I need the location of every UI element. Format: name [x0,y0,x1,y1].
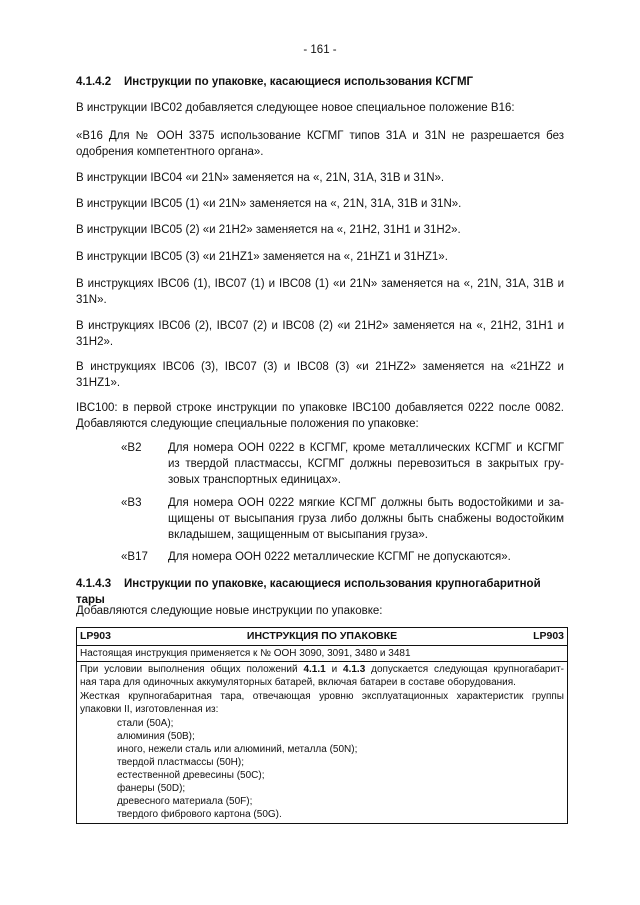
material-item: стали (50A); [117,718,174,729]
text-run: и [325,664,344,675]
paragraph-line: 31HZ1». [76,377,121,389]
provision-line: Для номера ООН 0222 мягкие КСГМГ должны быть водостойкими и за- [168,497,564,509]
paragraph-line: «B16 Для № ООН 3375 использование КСГМГ типов 31А и 31N не разрешается без [76,130,564,142]
paragraph [76,359,564,391]
paragraph-line: 31H2». [76,336,114,348]
material-item: фанеры (50D); [117,783,186,794]
section-title: Инструкции по упаковке, касающиеся использования КСГМГ [124,76,474,88]
text-run: При условии выполнения общих положений [80,664,304,675]
table-header-row [77,628,567,646]
table-row-conditions [77,662,567,823]
paragraph-b16 [76,128,564,160]
provision-code: «B2 [121,442,142,454]
paragraph-line: Добавляются следующие специальные положения по упаковке: [76,418,419,430]
paragraph-line: В инструкциях IBC06 (2), IBC07 (2) и IBC08 (2) «и 21H2» заменяется на «, 21H2, 31H1 и [76,320,564,332]
page-number: - 161 - [303,44,337,56]
provision-line: зовых транспортных единицах». [168,474,341,486]
material-item: твердого фибрового картона (50G). [117,809,282,820]
paragraph-line: В инструкциях IBC06 (3), IBC07 (3) и IBC08 (3) «и 21HZ2» заменяется на «21HZ2 и [76,361,564,373]
paragraph: Добавляются следующие новые инструкции по упаковке: [76,605,383,617]
paragraph-line: В инструкциях IBC06 (1), IBC07 (1) и IBC08 (1) «и 21N» заменяется на «, 21N, 31A, 31B и [76,278,564,290]
materials-list [77,716,567,823]
rigid-line: Жесткая крупногабаритная тара, отвечающая уровню эксплуатационных характеристик группы [80,691,564,702]
material-item: иного, нежели сталь или алюминий, металла (50N); [117,744,358,755]
instruction-code-left: LP903 [80,630,111,642]
paragraph: В инструкции IBC04 «и 21N» заменяется на «, 21N, 31A, 31B и 31N». [76,172,445,184]
section-title: Инструкции по упаковке, касающиеся использования крупногабаритной тары [76,578,541,606]
paragraph [76,318,564,350]
provision-line: из твердой пластмассы, КСГМГ должны перевозиться в закрытых гру- [168,458,564,470]
material-item: естественной древесины (50C); [117,770,265,781]
paragraph: В инструкции IBC05 (2) «и 21H2» заменяется на «, 21H2, 31H1 и 31H2». [76,224,461,236]
text-run-bold: 4.1.3 [343,664,366,675]
provision-code: «B17 [121,551,148,563]
table-row-applicability: Настоящая инструкция применяется к № ООН 3090, 3091, 3480 и 3481 [77,646,567,662]
provision-b17 [121,549,564,565]
provision-b3 [121,495,564,543]
conditions-line [80,663,564,676]
rigid-packaging-block [77,689,567,716]
paragraph-ibc100 [76,400,564,432]
section-number: 4.1.4.2 [76,76,112,88]
provision-line: Для номера ООН 0222 в КСГМГ, кроме металлических КСГМГ и КСГМГ [168,442,564,454]
text-run-bold: 4.1.1 [303,664,326,675]
paragraph [76,276,564,308]
conditions-line: ная тара для одиночных аккумуляторных батарей, включая батареи в составе оборудования. [80,677,516,688]
section-number: 4.1.4.3 [76,578,112,590]
conditions-block [77,662,567,689]
text-run: допускается следующая крупногабарит- [365,664,564,675]
provision-code: «B3 [121,497,142,509]
instruction-code-right: LP903 [533,630,564,642]
paragraph-line: IBC100: в первой строке инструкции по упаковке IBC100 добавляется 0222 после 0082. [76,402,564,414]
paragraph: В инструкции IBC05 (1) «и 21N» заменяется на «, 21N, 31A, 31B и 31N». [76,198,462,210]
packing-instruction-table [76,627,568,824]
provision-line: вкладышем, защищенным от высыпания груза». [168,529,428,541]
material-item: древесного материала (50F); [117,796,253,807]
paragraph: В инструкции IBC05 (3) «и 21HZ1» заменяется на «, 21HZ1 и 31HZ1». [76,251,448,263]
provision-line: щищены от высыпания груза либо должны быть снабжены водостойким [168,513,564,525]
provision-line: Для номера ООН 0222 металлические КСГМГ не допускаются». [168,551,511,563]
section-heading-4-1-4-2 [76,74,564,90]
paragraph-line: одобрения компетентного органа». [76,146,264,158]
paragraph: В инструкции IBC02 добавляется следующее новое специальное положение B16: [76,102,515,114]
material-item: твердой пластмассы (50H); [117,757,245,768]
rigid-line: упаковки II, изготовленная из: [80,704,219,715]
table-title: ИНСТРУКЦИЯ ПО УПАКОВКЕ [246,630,398,642]
provision-b2 [121,440,564,488]
paragraph-line: 31N». [76,294,107,306]
material-item: алюминия (50B); [117,731,195,742]
